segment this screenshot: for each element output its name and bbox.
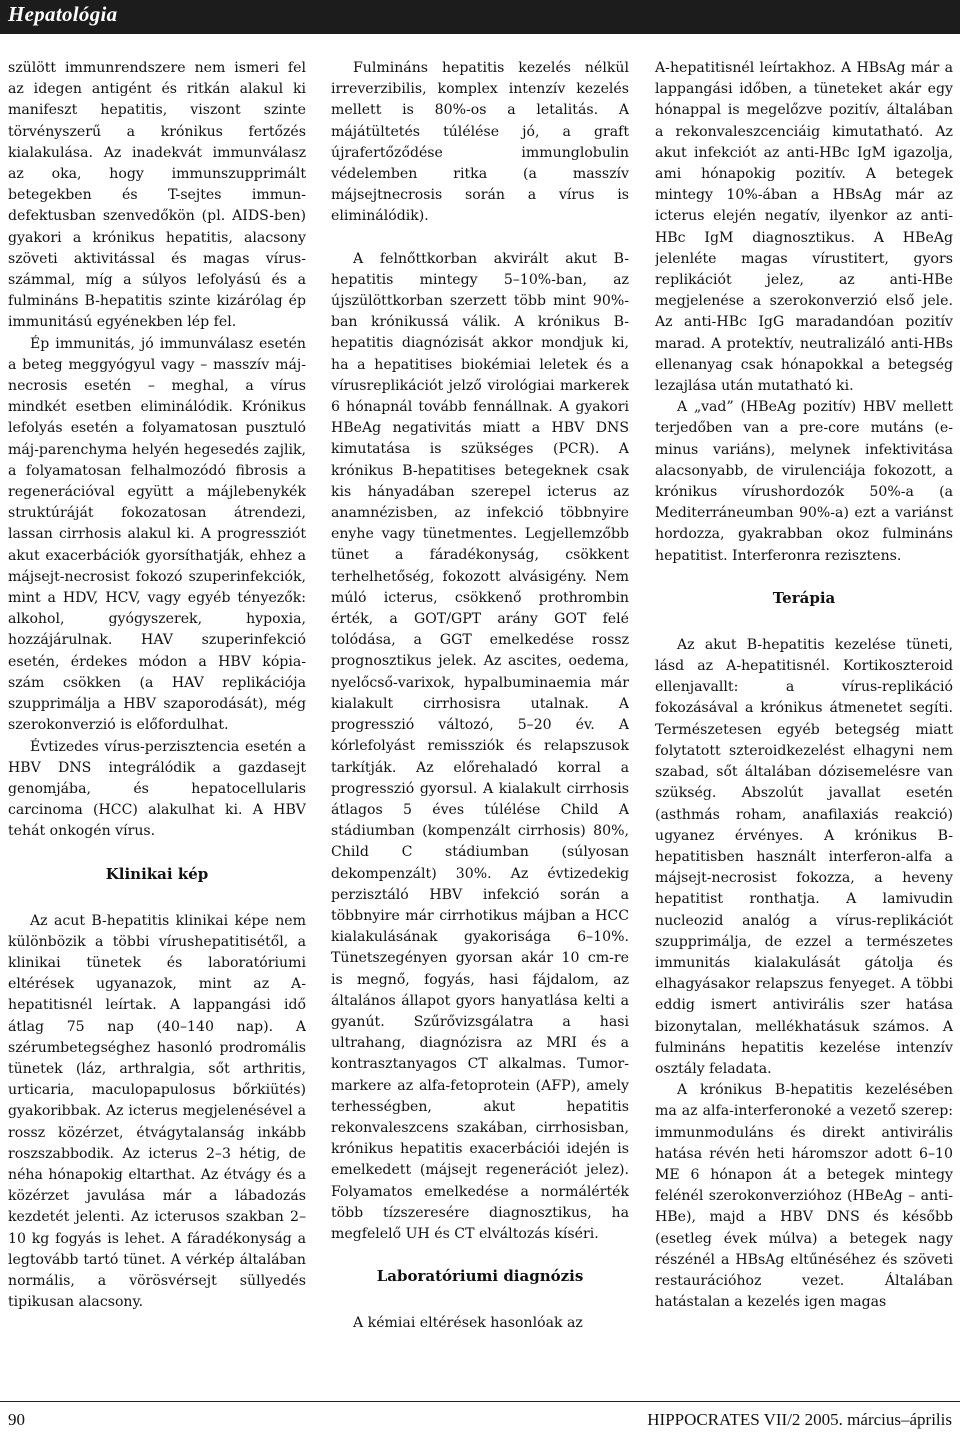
page-number: 90 xyxy=(8,1410,25,1429)
footer-divider xyxy=(0,1401,960,1402)
text-column-1 xyxy=(8,58,306,1388)
journal-footer: HIPPOCRATES VII/2 2005. március–április xyxy=(647,1410,952,1429)
paragraph: szülött immunrendszere nem ismeri fel az idegen antigént és ritkán alakul ki manifeszt hepatitis, viszont szinte törvényszerű a krónikus fertőzés kialakulása. Az inadekvát immunválasz az oka, hogy immunszupprimált betegekben és T-sejtes immun-defektusban szenvedőkön (pl. AIDS-ben) gyakori a krónikus hepatitis, alacsony szöveti aktivitással és magas vírus-számmal, míg a súlyos lefolyású és a fulmináns B-hepatitis szinte kizárólag ép immunitású egyénekben lép fel. xyxy=(8,60,306,331)
paragraph: Az acut B-hepatitis klinikai képe nem különbözik a többi vírushepatitisétől, a klinikai tünetek és laboratóriumi eltérések ugyanazok, mint az A-hepatitisnél leírtak. A lappangási idő átlag 75 nap (40–140 nap). A szérumbetegséghez hasonló prodromális tünetek (láz, arthralgia, sőt arthritis, urticaria, maculopapulosus bőrkiütés) gyakoribbak. Az icterus megjelenésével a rossz közérzet, étvágytalanság inkább roszszabbodik. Az icterus 2–3 hétig, de néha hónapokig eltarthat. Az étvágy és a közérzet javulása már a lábadozás kezdetét jelenti. Az icterusos szakban 2–10 kg fogyás is lehet. A fáradékonyság a legtovább tartó tünet. A vérkép általában normális, a vörösvérsejt süllyedés tipikusan alacsony. xyxy=(8,912,306,1311)
paragraph: A krónikus B-hepatitis kezelésében ma az alfa-interferonoké a vezető szerep: immunmoduláns és direkt antivirális hatása révén heti háromszor adott 6–10 ME 6 hónapon át a betegek mintegy felénél szerokonverzióhoz (HBeAg – anti-HBe), majd a HBV DNS és később (esetleg évek múlva) a betegek nagy részénél a HBsAg eltűnéséhez és szöveti restaurációhoz vezet. Általában hatástalan a kezelés igen magas xyxy=(655,1082,953,1311)
text-column-3 xyxy=(655,58,953,1388)
paragraph: A-hepatitisnél leírtakhoz. A HBsAg már a lappangási időben, a tüneteket akár egy hónappal is megelőzve pozitív, általában a rekonvaleszcenciáig kimutatható. Az akut infekciót az anti-HBc IgM igazolja, ami hónapokig pozitív. A betegek mintegy 10%-ában a HBsAg már az icterus elején negatív, ilyenkor az anti-HBc IgM diagnosztikus. A HBeAg jelenléte magas vírustitert, gyors replikációt jelez, az anti-HBe megjelenése a szerokonverzió első jele. Az anti-HBc IgG maradandóan pozitív marad. A protektív, neutralizáló anti-HBs ellenanyag csak hónapokkal a betegség lezajlása után mutatható ki. xyxy=(655,60,953,395)
section-heading-terapia: Terápia xyxy=(772,588,836,607)
paragraph: Évtizedes vírus-perzisztencia esetén a HBV DNS integrálódik a gazdasejt genomjába, és hepatocellularis carcinoma (HCC) alakulhat ki. A HBV tehát onkogén vírus. xyxy=(8,738,306,840)
section-header-bar xyxy=(0,0,960,34)
paragraph: A kémiai eltérések hasonlóak az xyxy=(353,1315,583,1332)
paragraph: A felnőttkorban akvirált akut B-hepatitis mintegy 5–10%-ban, az újszülöttkorban szerzett több mint 90%-ban krónikussá válik. A krónikus B-hepatitis diagnózisát akkor mondjuk ki, ha a hepatitises biokémiai leletek és a vírusreplikációt jelző virológiai markerek 6 hónapnál tovább fennállnak. A gyakori HBeAg negativitás miatt a HBV DNS kimutatása is szükséges (PCR). A krónikus B-hepatitises betegeknek csak kis hányadában szerepel icterus az anamnézisben, az infekció többnyire enyhe vagy tünetmentes. Legjellemzőbb tünet a fáradékonyság, csökkent terhelhetőség, fokozott alvásigény. Nem múló icterus, csökkenő prothrombin érték, a GOT/GPT arány GOT felé tolódása, a GGT emelkedése rossz prognosztikus jelek. Az ascites, oedema, nyelőcső-varixok, hypalbuminaemia már kialakult cirrhosisra utalnak. A progresszió változó, 5–20 év. A kórlefolyást remissziók és relapszusok tarkítják. Az előrehaladó korral a progresszió gyorsul. A kialakult cirrhosis átlagos 5 éves túlélése Child A stádiumban (kompenzált cirrhosis) 80%, Child C stádiumban (súlyosan dekompenzált) 30%. Az évtizedekig perzisztáló HBV infekció során a többnyire már cirrhotikus májban a HCC kialakulásának gyakorisága 6–10%. Tünetszegényen gyorsan akár 10 cm-re is megnő, fogyás, hasi fájdalom, az általános állapot gyors hanyatlása kelti a gyanút. Szűrővizsgálatra a hasi ultrahang, diagnózisra az MRI és a kontrasztanyagos CT alkalmas. Tumor-markere az alfa-fetoprotein (AFP), amely terhességben, akut hepatitis rekonvaleszcens szakában, cirrhosisban, krónikus hepatitis exacerbációi idején is emelkedett (májsejt regenerációt jelez). Folyamatos emelkedése a normálérték több tízszeresére diagnosztikus, ha megfelelő UH és CT elváltozás kíséri. xyxy=(331,250,629,1242)
paragraph: Fulmináns hepatitis kezelés nélkül irreverzibilis, komplex intenzív kezelés mellett is 80%-os a letalitás. A májátültetés túlélése jó, a graft újrafertőződése immunglobulin védelemben ritka (a masszív májsejtnecrosis során a vírus is eliminálódik). xyxy=(331,60,629,225)
paragraph: Az akut B-hepatitis kezelése tüneti, lásd az A-hepatitisnél. Kortikoszteroid ellenjavallt: a vírus-replikáció fokozásával a krónikus átmenetet segíti. Természetesen egyéb betegség miatt folytatott szteroidkezelést elhagyni nem szabad, sőt általában dózisemelésre van szükség. Abszolút javallat esetén (asthmás roham, anafilaxiás reakció) ugyanez érvényes. A krónikus B-hepatitisben használt interferon-alfa a májsejt-necrosist fokozza, a heveny hepatitist ronthatja. A lamivudin nucleozid analóg a vírus-replikációt szupprimálja, de ezzel a természetes immunitás kialakulását gátolja és elhagyásakor relapszus fenyeget. A többi eddig ismert antivirális szer hatása bizonytalan, mellékhatásuk számos. A fulmináns hepatitis kezelése intenzív osztály feladata. xyxy=(655,636,953,1077)
section-heading-laboratoriumi-diagnozis: Laboratóriumi diagnózis xyxy=(376,1267,584,1286)
paragraph: A „vad” (HBeAg pozitív) HBV mellett terjedőben van a pre-core mutáns (e-minus variáns), melynek infektivitása alacsonyabb, de virulenciája fokozott, a krónikus vírushordozók 50%-a (a Mediterráneumban 90%-a) ezt a variánst hordozza, gyakrabban okoz fulmináns hepatitist. Interferonra rezisztens. xyxy=(655,399,953,564)
paragraph: Ép immunitás, jó immunválasz esetén a beteg meggyógyul vagy – masszív máj-necrosis esetén – meghal, a vírus mindkét esetben eliminálódik. Krónikus lefolyás esetén a folyamatosan pusztuló máj-parenchyma helyén hegesedés zajlik, a folyamatosan felhalmozódó fibrosis a regenerációval együtt a májlebenykék struktúráját fokozatosan átrendezi, lassan cirrhosis alakul ki. A progressziót akut exacerbációk gyorsíthatják, ehhez a májsejt-necrosist fokozó szuperinfekciók, mint a HDV, HCV, vagy egyéb tényezők: alkohol, gyógyszerek, hypoxia, hozzájárulnak. HAV szuperinfekció esetén, érdekes módon a HBV kópia-szám csökken (a HAV replikációja szupprimálja a HBV szaporodását), még szerokonverzió is előfordulhat. xyxy=(8,335,306,734)
section-title: Hepatológia xyxy=(8,2,118,26)
section-heading-klinikai-kep: Klinikai kép xyxy=(105,864,209,883)
text-column-2 xyxy=(331,58,629,1388)
